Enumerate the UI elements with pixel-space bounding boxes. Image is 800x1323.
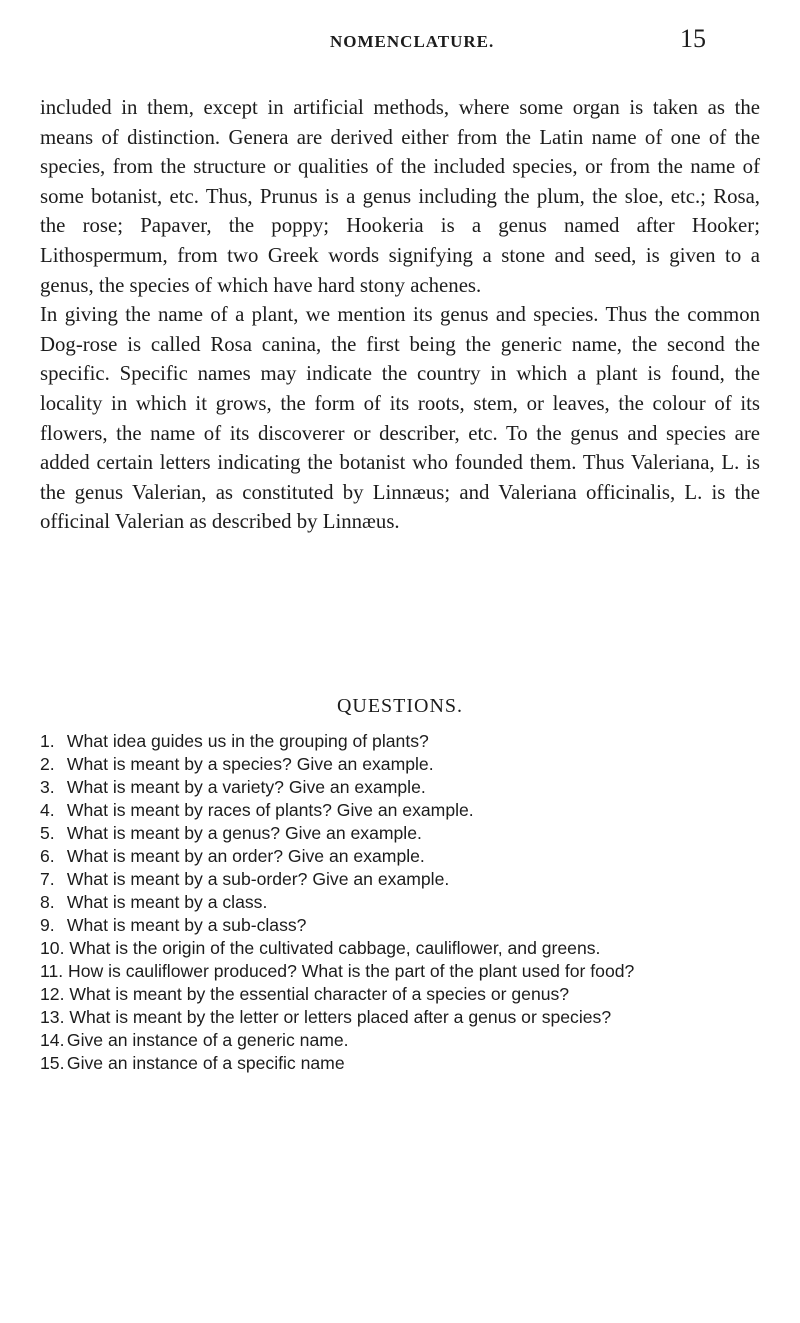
question-text: What is meant by the essential character of a species or genus? xyxy=(69,984,570,1004)
question-number: 11. xyxy=(40,961,64,981)
question-number: 3. xyxy=(40,777,55,797)
question-item xyxy=(40,845,760,868)
questions-list xyxy=(40,730,760,1075)
question-text: What is meant by a species? Give an example. xyxy=(66,754,434,774)
question-text: What is meant by a genus? Give an example. xyxy=(66,823,422,843)
question-item xyxy=(40,983,760,1006)
question-text: What is the origin of the cultivated cabbage, cauliflower, and greens. xyxy=(69,938,601,958)
question-text: What idea guides us in the grouping of plants? xyxy=(66,731,429,751)
question-number: 7. xyxy=(40,869,55,889)
running-title: NOMENCLATURE. xyxy=(330,32,495,51)
question-number: 6. xyxy=(40,846,55,866)
question-number: 10. xyxy=(40,938,65,958)
question-item xyxy=(40,1006,760,1029)
paragraph: included in them, except in artificial methods, where some organ is taken as the means of distinction. Genera are derived either from the Latin name of one of the species, from the structure or qualities of the included species, or from the name of some botanist, etc. Thus, Prunus is a genus including the plum, the sloe, etc.; Rosa, the rose; Papaver, the poppy; Hookeria is a genus named after Hooker; Lithospermum, from two Greek words signifying a stone and seed, is given to a genus, the species of which have hard stony achenes. xyxy=(40,96,760,297)
question-text: What is meant by a sub-class? xyxy=(66,915,307,935)
question-text: What is meant by the letter or letters placed after a genus or species? xyxy=(69,1007,612,1027)
running-head xyxy=(0,12,800,52)
question-item xyxy=(40,868,760,891)
question-number: 2. xyxy=(40,754,55,774)
question-text: Give an instance of a generic name. xyxy=(66,1030,349,1050)
question-item xyxy=(40,730,760,753)
question-item xyxy=(40,822,760,845)
question-number: 15. xyxy=(40,1053,65,1073)
question-item xyxy=(40,891,760,914)
question-item xyxy=(40,960,760,983)
question-text: How is cauliflower produced? What is the part of the plant used for food? xyxy=(68,961,635,981)
body-text xyxy=(40,93,760,537)
question-item xyxy=(40,914,760,937)
question-text: What is meant by a class. xyxy=(66,892,268,912)
question-number: 12. xyxy=(40,984,65,1004)
question-number: 8. xyxy=(40,892,55,912)
questions-heading: QUESTIONS. xyxy=(336,695,464,717)
question-item xyxy=(40,776,760,799)
question-item xyxy=(40,1052,760,1075)
question-number: 14. xyxy=(40,1030,65,1050)
question-number: 1. xyxy=(40,731,55,751)
page-number: 15 xyxy=(680,24,706,53)
question-item xyxy=(40,937,760,960)
question-item xyxy=(40,1029,760,1052)
question-text: What is meant by races of plants? Give an example. xyxy=(66,800,474,820)
question-item xyxy=(40,799,760,822)
question-number: 13. xyxy=(40,1007,65,1027)
question-number: 4. xyxy=(40,800,55,820)
question-text: What is meant by an order? Give an example. xyxy=(66,846,425,866)
paragraph: In giving the name of a plant, we mention its genus and species. Thus the common Dog-rose is called Rosa canina, the first being the generic name, the second the specific. Specific names may indicate the country in which a plant is found, the locality in which it grows, the form of its roots, stem, or leaves, the colour of its flowers, the name of its discoverer or describer, etc. To the genus and species are added certain letters indicating the botanist who founded them. Thus Valeriana, L. is the genus Valerian, as constituted by Linnæus; and Valeriana officinalis, L. is the officinal Valerian as described by Linnæus. xyxy=(40,303,760,534)
question-number: 9. xyxy=(40,915,55,935)
question-text: Give an instance of a specific name xyxy=(66,1053,345,1073)
question-number: 5. xyxy=(40,823,55,843)
question-item xyxy=(40,753,760,776)
question-text: What is meant by a sub-order? Give an example. xyxy=(66,869,450,889)
question-text: What is meant by a variety? Give an example. xyxy=(66,777,426,797)
